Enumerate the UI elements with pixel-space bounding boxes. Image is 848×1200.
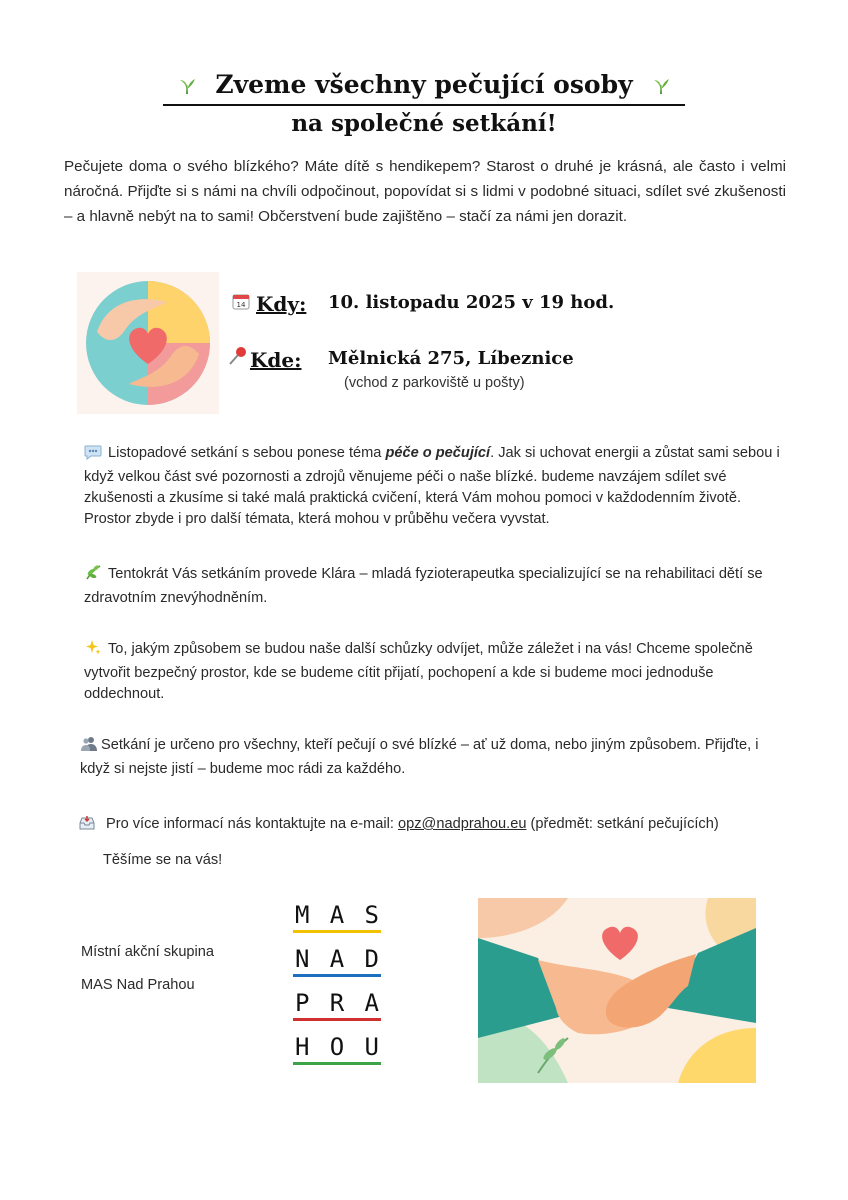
handshake-illustration (478, 898, 756, 1083)
mas-letter: A (329, 901, 345, 929)
contact-line (78, 814, 818, 838)
mas-letter: H (295, 1033, 310, 1061)
speech-bubble-icon (84, 444, 102, 467)
where-value: Mělnická 275, Líbeznice (328, 348, 574, 369)
where-label: Kde: (250, 348, 302, 372)
when-value: 10. listopadu 2025 v 19 hod. (328, 292, 615, 313)
topic-emphasis: péče o pečující (385, 445, 491, 461)
audience-text: Setkání je určeno pro všechny, kteří pečují o své blízké – ať už doma, nebo jiným způsobem. Přijďte, i když si nejste jistí – budeme moc rádi za každého. (80, 737, 759, 777)
topic-text-start: Listopadové setkání s sebou ponese téma (108, 445, 386, 461)
intro-paragraph: Pečujete doma o svého blízkého? Máte dítě s hendikepem? Starost o druhé je krásná, ale často i velmi náročná. Přijďte si s námi na chvíli odpočinout, popovídat si s lidmi v podobné situaci, sdílet své zkušenosti – a hlavně nebýt na to sami! Občerstvení bude zajištěno – stačí za námi jen dorazit. (64, 158, 786, 225)
contact-suffix: (předmět: setkání pečujících) (526, 816, 719, 832)
mas-bar-green (293, 1062, 381, 1065)
audience-paragraph (80, 735, 780, 780)
inbox-icon (78, 815, 96, 838)
org-line-1: Místní akční skupina (81, 944, 215, 960)
mas-logo-row (293, 1032, 381, 1062)
mas-logo-row (293, 988, 381, 1018)
mas-letter: P (295, 989, 310, 1017)
contact-prefix: Pro více informací nás kontaktujte na e-mail: (106, 816, 399, 832)
mas-bar-blue (293, 974, 381, 977)
mas-letter: O (329, 1033, 345, 1061)
future-paragraph (84, 638, 784, 705)
sprout-icon (176, 72, 198, 101)
mas-bar-yellow (293, 930, 381, 933)
mas-letter: N (295, 945, 310, 973)
herb-icon (84, 563, 102, 588)
topic-paragraph (84, 443, 784, 530)
mas-letter: S (364, 901, 379, 929)
care-hands-logo (77, 272, 219, 414)
mas-letter: A (329, 945, 345, 973)
when-label: Kdy: (256, 292, 307, 316)
people-icon (80, 736, 98, 759)
mas-letter: M (295, 901, 310, 929)
mas-letter: D (364, 945, 379, 973)
mas-letter: U (364, 1033, 379, 1061)
sparkles-icon (84, 638, 102, 663)
mas-logo (293, 900, 381, 1076)
mas-letter: A (364, 989, 379, 1017)
email-link[interactable]: opz@nadprahou.eu (398, 816, 527, 832)
title-line-1: Zveme všechny pečující osoby (215, 70, 633, 99)
sprout-icon (650, 72, 672, 101)
where-note: (vchod z parkoviště u pošty) (344, 375, 525, 391)
page-subtitle: na společné setkání! (291, 110, 557, 137)
svg-text:14: 14 (236, 301, 246, 309)
pushpin-icon (228, 346, 248, 371)
topic-text-end: . Jak si uchovat energii a zůstat sami sebou i když velkou část své pozornosti a zdrojů věnujeme péči o naše blízké. budeme navzájem sdílet své zkušenosti a zkusíme si také malá praktická cvičení, která Vám mohou pomoci v každodenním životě. Prostor zbyde i pro další témata, která mohou v průběhu večera vyvstat. (84, 445, 780, 527)
page-title (0, 70, 848, 101)
mas-letter: R (329, 989, 345, 1017)
guide-text: Tentokrát Vás setkáním provede Klára – mladá fyzioterapeutka specializující se na rehabilitaci dětí se zdravotním znevýhodněním. (84, 566, 763, 606)
mas-logo-row (293, 900, 381, 930)
guide-paragraph (84, 563, 784, 609)
calendar-icon (232, 292, 250, 315)
title-underline (163, 104, 685, 106)
future-text: To, jakým způsobem se budou naše další schůzky odvíjet, může záležet i na vás! Chceme společně vytvořit bezpečný prostor, kde se budeme cítit přijatí, pochopení a kde si budeme moci jednoduše oddechnout. (84, 641, 753, 702)
org-line-2: MAS Nad Prahou (81, 977, 195, 993)
closing-text: Těšíme se na vás! (103, 852, 223, 868)
mas-logo-row (293, 944, 381, 974)
mas-bar-red (293, 1018, 381, 1021)
